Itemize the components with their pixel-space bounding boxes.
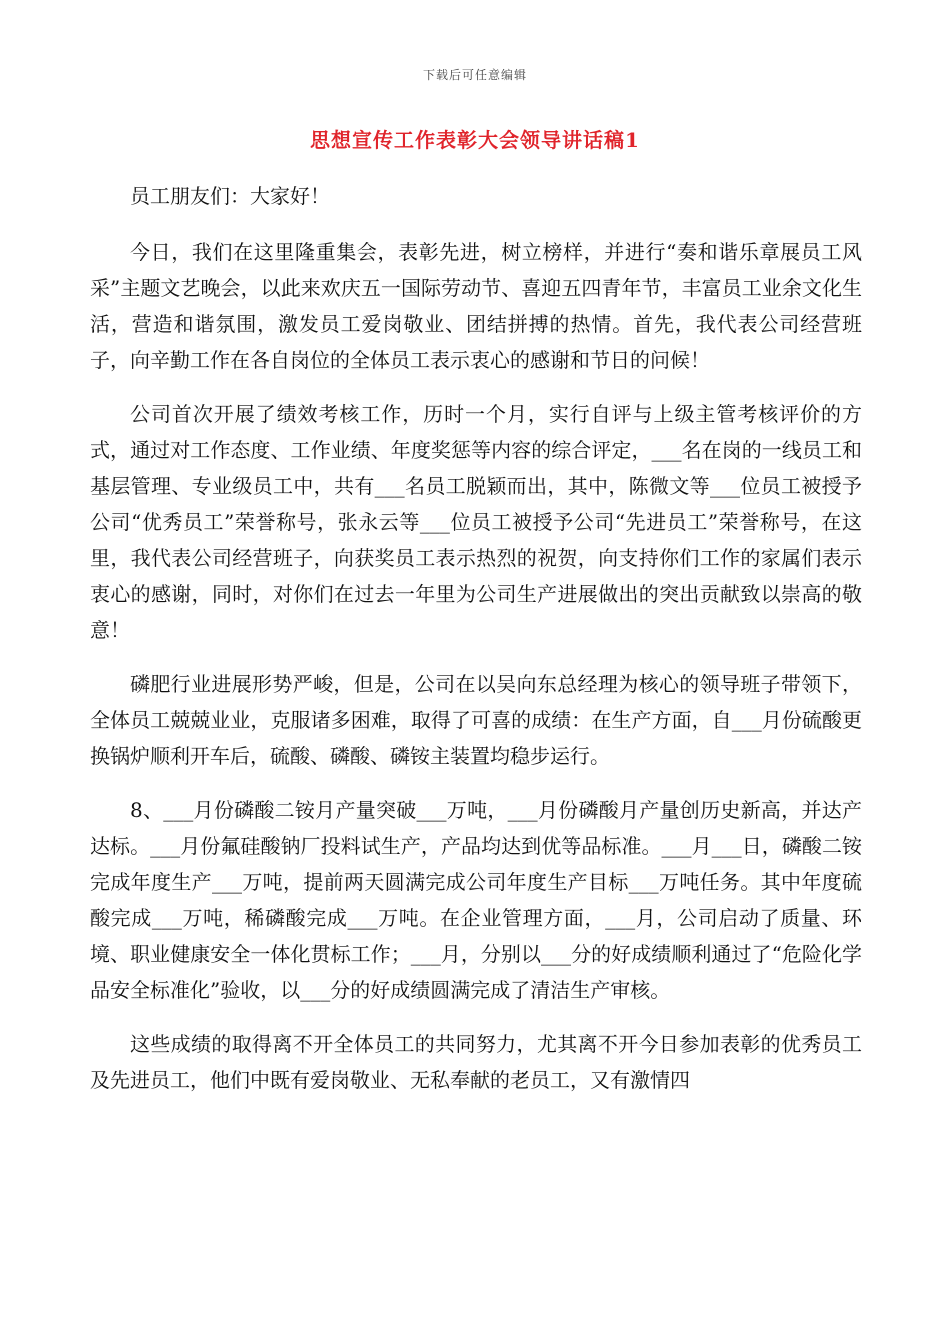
paragraph-5: 这些成绩的取得离不开全体员工的共同努力，尤其离不开今日参加表彰的优秀员工及先进员工，他们中既有爱岗敬业、无私奉献的老员工，又有激情四 xyxy=(90,1032,862,1092)
paragraph-4: 8、___月份磷酸二铵月产量突破___万吨，___月份磷酸月产量创历史新高，并达产达标。___月份氟硅酸钠厂投料试生产，产品均达到优等品标准。___月___日，磷酸二铵完成年度生产___万吨，提前两天圆满完成公司年度生产目标___万吨任务。其中年度硫酸完成___万吨，稀磷酸完成___万吨。在企业管理方面，___月，公司启动了质量、环境、职业健康安全一体化贯标工作；___月，分别以___分的好成绩顺利通过了“危险化学品安全标准化”验收，以___分的好成绩圆满完成了清洁生产审核。 xyxy=(90,798,862,1002)
header-note: 下载后可任意编辑 xyxy=(422,68,527,82)
paragraph-2: 公司首次开展了绩效考核工作，历时一个月，实行自评与上级主管考核评价的方式，通过对工作态度、工作业绩、年度奖惩等内容的综合评定，___名在岗的一线员工和基层管理、专业级员工中，共有___名员工脱颖而出，其中，陈微文等___位员工被授予公司“优秀员工”荣誉称号，张永云等___位员工被授予公司“先进员工”荣誉称号，在这里，我代表公司经营班子，向获奖员工表示热烈的祝贺，向支持你们工作的家属们表示衷心的感谢，同时，对你们在过去一年里为公司生产进展做出的突出贡献致以崇高的敬意！ xyxy=(90,402,862,642)
paragraph-3: 磷肥行业进展形势严峻，但是，公司在以吴向东总经理为核心的领导班子带领下，全体员工兢兢业业，克服诸多困难，取得了可喜的成绩：在生产方面，自___月份硫酸更换锅炉顺利开车后，硫酸、磷酸、磷铵主装置均稳步运行。 xyxy=(90,672,862,768)
paragraph-1: 今日，我们在这里隆重集会，表彰先进，树立榜样，并进行“奏和谐乐章展员工风采”主题文艺晚会，以此来欢庆五一国际劳动节、喜迎五四青年节，丰富员工业余文化生活，营造和谐氛围，激发员工爱岗敬业、团结拼搏的热情。首先，我代表公司经营班子，向辛勤工作在各自岗位的全体员工表示衷心的感谢和节日的问候！ xyxy=(90,240,862,372)
greeting: 员工朋友们：大家好！ xyxy=(130,184,330,208)
document-title: 思想宣传工作表彰大会领导讲话稿1 xyxy=(310,128,640,152)
document-body xyxy=(90,178,862,1116)
